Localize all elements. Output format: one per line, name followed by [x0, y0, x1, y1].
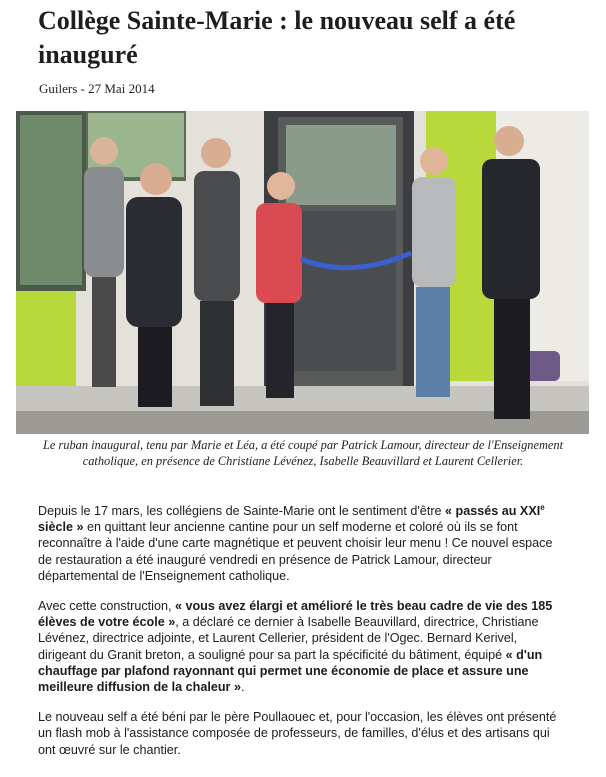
quote: « vous avez élargi et amélioré le très beau cadre de vie des 185 élèves de votre école »: [38, 599, 553, 630]
date: 27 Mai 2014: [88, 81, 155, 96]
quote: « d'un chauffage par plafond rayonnant qui permet une économie de place et assure une meilleure diffusion de la chaleur »: [38, 647, 543, 695]
date-separator: -: [80, 81, 85, 96]
article-body: [38, 503, 558, 772]
photo-ribbon-cutting: [16, 111, 589, 434]
person-5: [412, 147, 456, 397]
paragraph-2: Avec cette construction, « vous avez élargi et amélioré le très beau cadre de vie des 185 élèves de votre école », a déclaré ce dernier à Isabelle Beauvillard, directrice, Christiane Lévénez, directrice adjointe, et Laurent Cellerier, président de l'Ogec. Bernard Kerivel, dirigeant du Granit breton, a souligné pour sa part la spécificité du bâtiment, équipé « d'un chauffage par plafond rayonnant qui permet une économie de place et assure une meilleure diffusion de la chaleur ».: [38, 599, 553, 695]
article-title: Collège Sainte-Marie : le nouveau self a été inauguré: [38, 6, 516, 69]
dateline: [39, 81, 155, 97]
location: Guilers: [39, 81, 78, 96]
photo-caption: Le ruban inaugural, tenu par Marie et Léa, a été coupé par Patrick Lamour, directeur de l'Enseignement catholique, en présence de Christiane Lévénez, Isabelle Beauvillard et Laurent Cellerier.: [42, 438, 564, 468]
paragraph-3: Le nouveau self a été béni par le père Poullaouec et, pour l'occasion, les élèves ont présenté un flash mob à l'assistance composée de professeurs, de familles, d'élus et des artisans qui ont œuvré sur le chantier.: [38, 710, 557, 757]
paragraph-1: Depuis le 17 mars, les collégiens de Sainte-Marie ont le sentiment d'être « passés au XXIe siècle » en quittant leur ancienne cantine pour un self moderne et coloré où ils se font reconnaître à l'aide d'une carte magnétique et peuvent choisir leur menu ! Ce nouvel espace de restauration a été inauguré vendredi en présence de Patrick Lamour, directeur départemental de l'Enseignement catholique.: [38, 502, 553, 583]
person-3: [194, 138, 240, 406]
article-photo: [16, 111, 589, 434]
quote: « passés au XXIe siècle »: [38, 502, 545, 535]
